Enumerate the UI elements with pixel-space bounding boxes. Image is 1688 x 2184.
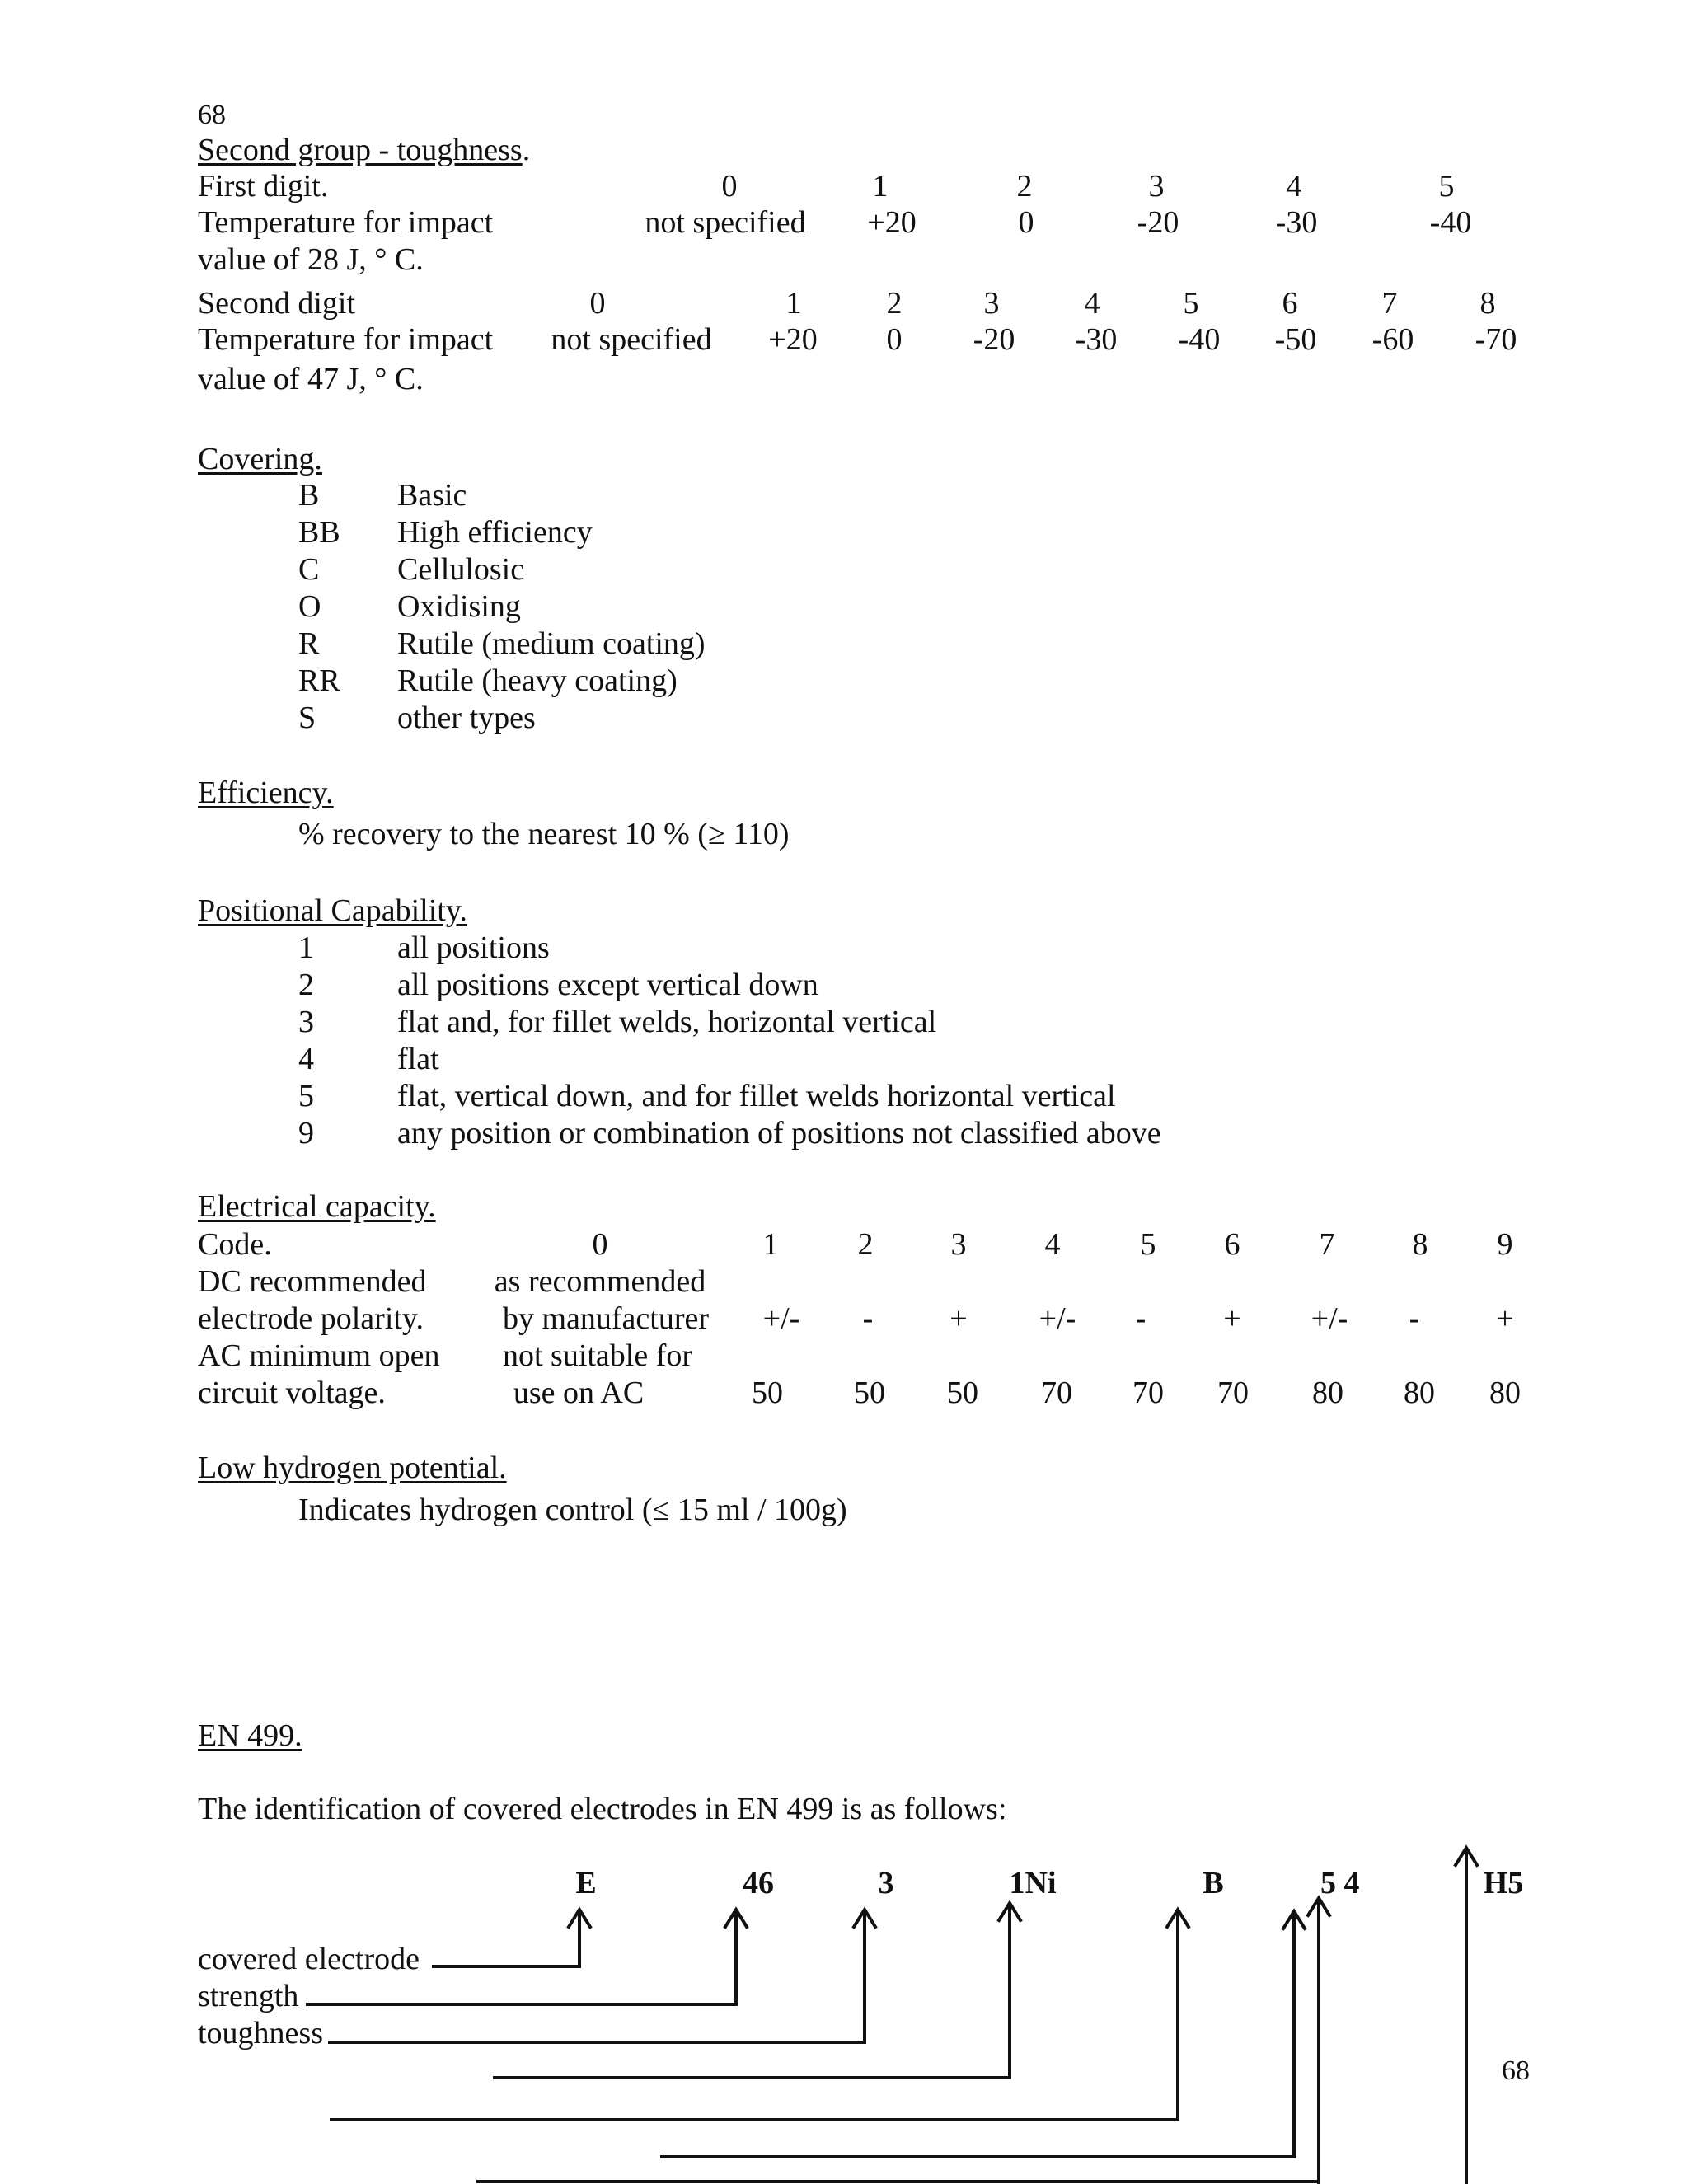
- en499-code-strength: 46: [743, 1866, 774, 1900]
- efficiency-heading: Efficiency.: [198, 776, 334, 810]
- covering-desc: Oxidising: [397, 589, 521, 624]
- polarity-value: +: [1496, 1301, 1514, 1336]
- dc-label-line2: electrode polarity.: [198, 1301, 424, 1336]
- voltage-value: 80: [1312, 1376, 1343, 1410]
- polarity-value: -: [862, 1301, 874, 1336]
- first-code: 4: [1286, 169, 1302, 204]
- electrical-code: 6: [1224, 1227, 1240, 1262]
- voltage-value: 80: [1489, 1376, 1521, 1410]
- covering-code: B: [298, 478, 320, 513]
- ac-zero-line2: use on AC: [513, 1376, 645, 1410]
- electrical-code: 1: [762, 1227, 779, 1262]
- voltage-value: 70: [1041, 1376, 1072, 1410]
- temp47-label-line2: value of 47 J, ° C.: [198, 362, 424, 396]
- covering-code: BB: [298, 515, 340, 550]
- polarity-value: +: [1223, 1301, 1241, 1336]
- first-code: 0: [721, 169, 738, 204]
- positional-code: 4: [298, 1042, 314, 1076]
- polarity-value: +/-: [762, 1301, 800, 1336]
- covering-code: O: [298, 589, 321, 624]
- electrical-code: 8: [1412, 1227, 1428, 1262]
- connector-line: [330, 1914, 865, 2042]
- en499-code-e: E: [575, 1866, 597, 1900]
- en499-intro: The identification of covered electrodes in EN 499 is as follows:: [198, 1792, 1007, 1826]
- page-number-bottom: 68: [1502, 2055, 1530, 2086]
- temp28-value: +20: [867, 205, 917, 240]
- temp47-value: -40: [1178, 322, 1221, 357]
- en499-code-position-electrical: 5 4: [1320, 1866, 1360, 1900]
- temp47-value: -60: [1372, 322, 1414, 357]
- electrical-code: 5: [1140, 1227, 1156, 1262]
- positional-desc: any position or combination of positions not classified above: [397, 1116, 1161, 1151]
- covering-heading: Covering.: [198, 442, 322, 476]
- voltage-value: 50: [854, 1376, 885, 1410]
- en499-code-toughness: 3: [878, 1866, 894, 1900]
- electrical-code: 0: [592, 1227, 608, 1262]
- temp28-value: -40: [1429, 205, 1472, 240]
- toughness-heading-period: .: [522, 133, 531, 167]
- electrical-code-label: Code.: [198, 1227, 272, 1262]
- temp28-value: -30: [1275, 205, 1318, 240]
- temp47-value: -50: [1274, 322, 1317, 357]
- electrical-code: 4: [1044, 1227, 1061, 1262]
- toughness-heading-text: Second group - toughness: [198, 133, 523, 167]
- connector-line: [307, 1914, 736, 2004]
- en499-heading: EN 499.: [198, 1718, 302, 1753]
- en499-code-alloy: 1Ni: [1009, 1866, 1057, 1900]
- covering-desc: Rutile (heavy coating): [397, 663, 678, 698]
- second-code: 1: [785, 286, 802, 321]
- ac-label-line1: AC minimum open: [198, 1338, 440, 1373]
- voltage-value: 70: [1132, 1376, 1164, 1410]
- covering-code: S: [298, 701, 316, 735]
- positional-code: 9: [298, 1116, 314, 1151]
- first-code: 5: [1438, 169, 1455, 204]
- second-code: 7: [1381, 286, 1398, 321]
- temp47-value: +20: [768, 322, 818, 357]
- temp28-value: 0: [1018, 205, 1034, 240]
- first-code: 2: [1016, 169, 1033, 204]
- temp47-value: -20: [973, 322, 1015, 357]
- dc-label-line1: DC recommended: [198, 1264, 427, 1299]
- covering-desc: Basic: [397, 478, 467, 513]
- covering-desc: High efficiency: [397, 515, 593, 550]
- second-code: 0: [589, 286, 606, 321]
- temp47-value: -70: [1475, 322, 1517, 357]
- second-code: 8: [1479, 286, 1496, 321]
- polarity-value: +/-: [1311, 1301, 1348, 1336]
- temp47-value: not specified: [551, 322, 712, 357]
- second-code: 6: [1282, 286, 1298, 321]
- covering-desc: other types: [397, 701, 536, 735]
- dc-zero-line1: as recommended: [494, 1264, 706, 1299]
- hydrogen-heading: Low hydrogen potential.: [198, 1451, 507, 1485]
- covering-code: C: [298, 552, 320, 587]
- positional-heading: Positional Capability.: [198, 893, 467, 928]
- voltage-value: 50: [947, 1376, 978, 1410]
- voltage-value: 70: [1217, 1376, 1249, 1410]
- dc-zero-line2: by manufacturer: [502, 1301, 710, 1336]
- first-code: 3: [1148, 169, 1165, 204]
- ac-zero-line1: not suitable for: [502, 1338, 693, 1373]
- positional-desc: flat, vertical down, and for fillet welds horizontal vertical: [397, 1079, 1116, 1113]
- en499-code-covering: B: [1203, 1866, 1224, 1900]
- temp28-value: not specified: [645, 205, 806, 240]
- second-code: 5: [1183, 286, 1199, 321]
- covering-code: RR: [298, 663, 340, 698]
- polarity-value: -: [1135, 1301, 1146, 1336]
- electrical-code: 3: [950, 1227, 967, 1262]
- polarity-value: +: [950, 1301, 968, 1336]
- covering-desc: Cellulosic: [397, 552, 525, 587]
- electrical-code: 7: [1319, 1227, 1335, 1262]
- electrical-code: 9: [1497, 1227, 1513, 1262]
- connector-line: [434, 1914, 579, 1966]
- first-code: 1: [872, 169, 889, 204]
- positional-desc: flat and, for fillet welds, horizontal vertical: [397, 1005, 937, 1039]
- positional-code: 5: [298, 1079, 314, 1113]
- temp28-label-line2: value of 28 J, ° C.: [198, 242, 424, 277]
- voltage-value: 50: [752, 1376, 783, 1410]
- temp47-label-line1: Temperature for impact: [198, 322, 494, 357]
- polarity-value: -: [1409, 1301, 1420, 1336]
- temp47-value: -30: [1075, 322, 1118, 357]
- page-number-top: 68: [198, 100, 226, 130]
- en499-code-hydrogen: H5: [1483, 1866, 1524, 1900]
- en499-label-covered-electrode: covered electrode: [198, 1942, 420, 1976]
- temp28-value: -20: [1137, 205, 1179, 240]
- first-digit-label: First digit.: [198, 169, 329, 204]
- covering-desc: Rutile (medium coating): [397, 626, 706, 661]
- temp47-value: 0: [886, 322, 903, 357]
- en499-label-strength: strength: [198, 1979, 299, 2013]
- electrical-heading: Electrical capacity.: [198, 1189, 436, 1224]
- en499-label-toughness: toughness: [198, 2016, 323, 2050]
- polarity-value: +/-: [1039, 1301, 1076, 1336]
- positional-desc: all positions except vertical down: [397, 968, 818, 1002]
- second-code: 4: [1084, 286, 1100, 321]
- voltage-value: 80: [1404, 1376, 1435, 1410]
- second-digit-label: Second digit: [198, 286, 356, 321]
- hydrogen-text: Indicates hydrogen control (≤ 15 ml / 100g): [298, 1493, 847, 1527]
- covering-code: R: [298, 626, 320, 661]
- connector-line: [331, 1914, 1178, 2120]
- efficiency-text: % recovery to the nearest 10 % (≥ 110): [298, 817, 790, 851]
- positional-desc: flat: [397, 1042, 439, 1076]
- positional-code: 1: [298, 930, 314, 965]
- positional-desc: all positions: [397, 930, 550, 965]
- positional-code: 3: [298, 1005, 314, 1039]
- electrical-code: 2: [857, 1227, 874, 1262]
- positional-code: 2: [298, 968, 314, 1002]
- temp28-label-line1: Temperature for impact: [198, 205, 494, 240]
- connector-line: [495, 1907, 1010, 2078]
- ac-label-line2: circuit voltage.: [198, 1376, 386, 1410]
- second-code: 3: [983, 286, 1000, 321]
- second-code: 2: [886, 286, 903, 321]
